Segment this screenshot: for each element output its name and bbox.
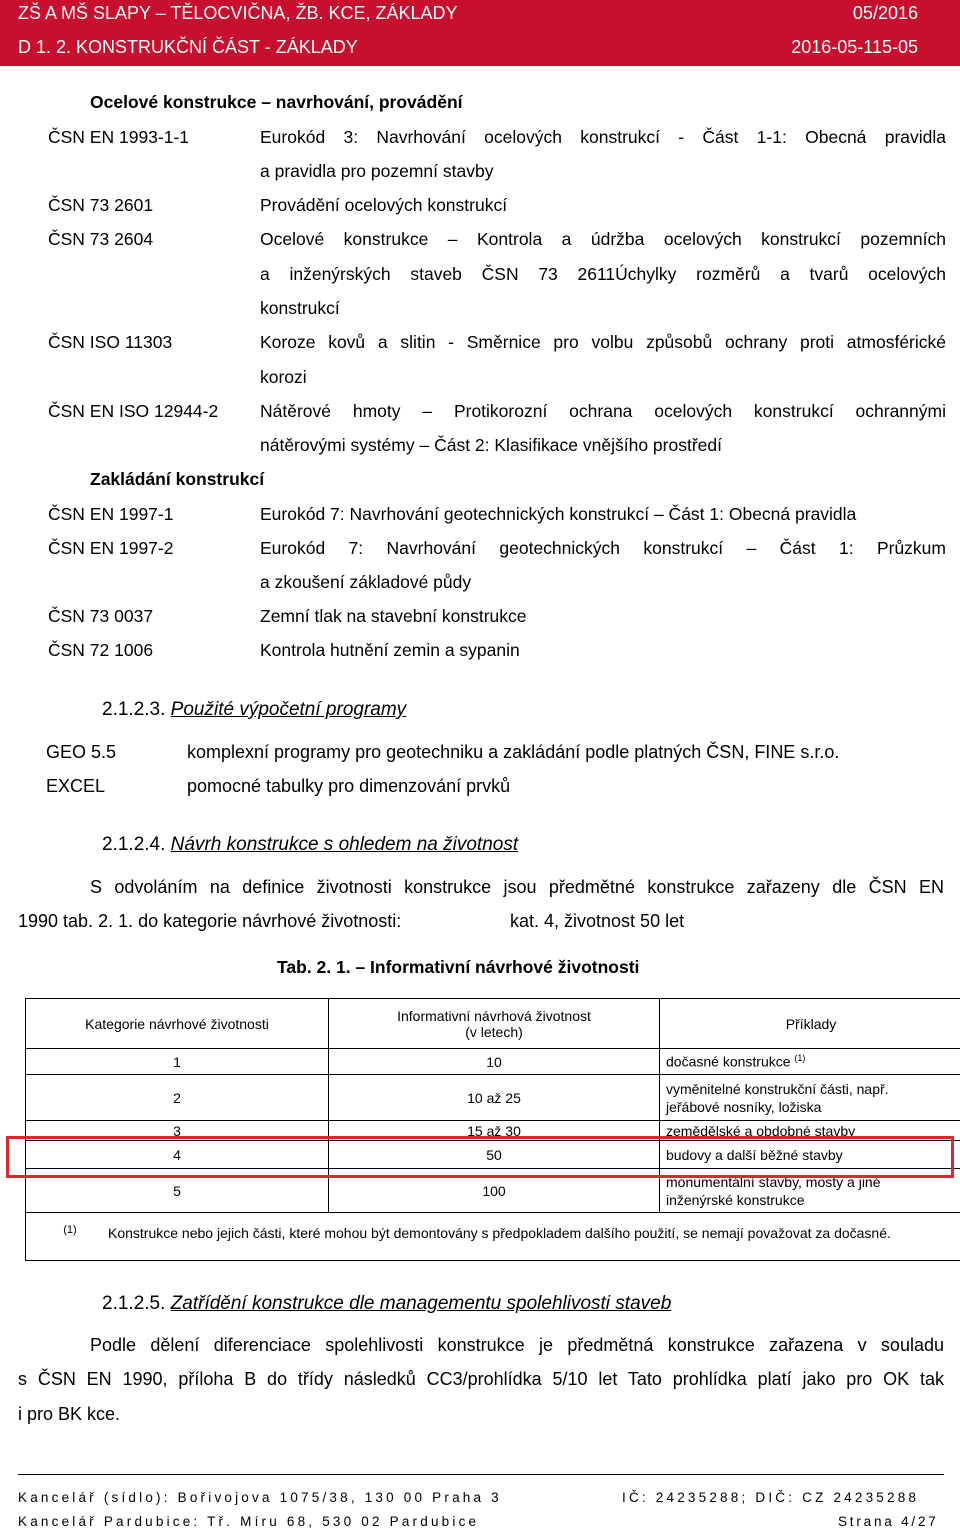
standard-desc: Zemní tlak na stavební konstrukce	[260, 606, 527, 626]
example-text: monumentální stavby, mosty a jiné	[666, 1173, 881, 1190]
footnote-mark: (1)	[63, 1223, 77, 1236]
table-note	[32, 1224, 956, 1242]
table-cell: 10	[329, 1049, 660, 1075]
footer-divider	[18, 1474, 944, 1475]
standard-code: ČSN 73 2601	[48, 195, 154, 215]
lifetime-table	[25, 998, 960, 1261]
section-number: 2.1.2.3.	[102, 699, 166, 720]
standard-desc-cont: a inženýrských staveb ČSN 73 2611Úchylky rozměrů a tvarů ocelových	[260, 264, 946, 284]
program-name: GEO 5.5	[46, 742, 117, 762]
header-doc-number: 2016-05-115-05	[791, 37, 918, 57]
standard-desc-cont: konstrukcí	[260, 298, 340, 318]
table-header-row	[26, 999, 960, 1049]
footer-page-number: Strana 4/27	[838, 1514, 939, 1529]
programs-section-title	[102, 699, 406, 721]
table-caption: Tab. 2. 1. – Informativní návrhové životnosti	[277, 957, 640, 977]
standard-code: ČSN EN 1997-1	[48, 504, 174, 524]
program-name: EXCEL	[46, 776, 106, 796]
table-cell	[660, 1049, 960, 1075]
table-cell: 50	[329, 1141, 660, 1169]
lifetime-paragraph: S odvoláním na definice životnosti konstrukce jsou předmětné konstrukce zařazeny dle ČSN EN	[90, 877, 944, 897]
standard-desc: Eurokód 3: Navrhování ocelových konstrukcí - Část 1-1: Obecná pravidla	[260, 127, 946, 147]
standard-code: ČSN 73 0037	[48, 606, 154, 626]
foundation-heading: Zakládání konstrukcí	[90, 469, 265, 489]
standard-desc: Kontrola hutnění zemin a sypanin	[260, 640, 520, 660]
reliability-paragraph-cont: i pro BK kce.	[18, 1404, 121, 1424]
example-text: vyměnitelné konstrukční části, např.	[666, 1080, 889, 1097]
table-header-line: (v letech)	[465, 1023, 523, 1040]
section-title: Zatřídění konstrukce dle managementu spolehlivosti staveb	[170, 1293, 672, 1314]
program-desc: komplexní programy pro geotechniku a zakládání podle platných ČSN, FINE s.r.o.	[187, 742, 840, 762]
example-text: jeřábové nosníky, ložiska	[666, 1098, 822, 1115]
table-cell: 1	[26, 1049, 329, 1075]
standard-code: ČSN EN 1993-1-1	[48, 127, 190, 147]
standard-code: ČSN EN 1997-2	[48, 538, 174, 558]
header-title: ZŠ A MŠ SLAPY – TĚLOCVIČNA, ŽB. KCE, ZÁKLADY	[18, 3, 458, 23]
reliability-paragraph-cont: s ČSN EN 1990, příloha B do třídy následků CC3/prohlídka 5/10 let Tato prohlídka platí jako pro OK tak	[18, 1369, 944, 1389]
standard-code: ČSN 73 2604	[48, 229, 154, 249]
standard-code: ČSN EN ISO 12944-2	[48, 401, 219, 421]
table-cell: 100	[329, 1169, 660, 1213]
table-cell: 4	[26, 1141, 329, 1169]
reliability-section-title	[102, 1293, 671, 1315]
table-cell: zemědělské a obdobné stavby	[660, 1121, 960, 1141]
standard-desc-cont: a zkoušení základové půdy	[260, 572, 472, 592]
standard-desc: Eurokód 7: Navrhování geotechnických konstrukcí – Část 1: Obecná pravidla	[260, 504, 857, 524]
table-header-cell: Příklady	[660, 999, 960, 1049]
table-cell: 10 až 25	[329, 1075, 660, 1121]
table-cell: 5	[26, 1169, 329, 1213]
footer-company-ids: IČ: 24235288; DIČ: CZ 24235288	[622, 1490, 920, 1505]
table-cell: budovy a další běžné stavby	[660, 1141, 960, 1169]
standard-desc: Provádění ocelových konstrukcí	[260, 195, 508, 215]
standard-desc-cont: korozi	[260, 367, 307, 387]
header-date: 05/2016	[852, 3, 918, 23]
example-text: inženýrské konstrukce	[666, 1191, 805, 1208]
standard-desc: Ocelové konstrukce – Kontrola a údržba ocelových konstrukcí pozemních	[260, 229, 946, 249]
footnote-mark: (1)	[794, 1053, 806, 1064]
lifetime-section-title	[102, 834, 518, 856]
standard-desc-cont: a pravidla pro pozemní stavby	[260, 161, 494, 181]
table-note-cell	[26, 1213, 960, 1261]
table-header-cell: Kategorie návrhové životnosti	[26, 999, 329, 1049]
footnote-text: Konstrukce nebo jejich části, které mohou být demontovány s předpokladem dalšího použití, se nemají považovat za dočasné.	[108, 1224, 891, 1241]
standard-desc: Nátěrové hmoty – Protikorozní ochrana ocelových konstrukcí ochrannými	[260, 401, 946, 421]
steel-heading: Ocelové konstrukce – navrhování, provádění	[90, 92, 463, 112]
standard-code: ČSN 72 1006	[48, 640, 154, 660]
table-cell	[660, 1075, 960, 1121]
table-row	[26, 1075, 960, 1121]
lifetime-paragraph-cont: 1990 tab. 2. 1. do kategorie návrhové životnosti:	[18, 911, 402, 931]
standard-desc-cont: nátěrovými systémy – Část 2: Klasifikace vnějšího prostředí	[260, 435, 722, 455]
standard-desc: Koroze kovů a slitin - Směrnice pro volbu způsobů ochrany proti atmosférické	[260, 332, 946, 352]
table-header-cell	[329, 999, 660, 1049]
section-title: Použité výpočetní programy	[170, 699, 407, 720]
example-text: dočasné konstrukce	[666, 1053, 791, 1070]
table-cell: 15 až 30	[329, 1121, 660, 1141]
section-number: 2.1.2.5.	[102, 1293, 166, 1314]
header-subtitle: D 1. 2. KONSTRUKČNÍ ČÁST - ZÁKLADY	[18, 37, 358, 57]
highlight-box	[6, 1136, 954, 1178]
standard-desc: Eurokód 7: Navrhování geotechnických konstrukcí – Část 1: Průzkum	[260, 538, 946, 558]
footer-branch-address: Kancelář Pardubice: Tř. Míru 68, 530 02 Pardubice	[18, 1514, 480, 1529]
standard-code: ČSN ISO 11303	[48, 332, 173, 352]
table-cell: 3	[26, 1121, 329, 1141]
table-header-line: Informativní návrhová životnost	[397, 1007, 591, 1024]
lifetime-category-value: kat. 4, životnost 50 let	[510, 911, 685, 931]
table-row	[26, 1049, 960, 1075]
reliability-paragraph: Podle dělení diferenciace spolehlivosti konstrukce je předmětná konstrukce zařazena v souladu	[90, 1335, 944, 1355]
table-note-row	[26, 1213, 960, 1261]
table-cell: 2	[26, 1075, 329, 1121]
program-desc: pomocné tabulky pro dimenzování prvků	[187, 776, 511, 796]
footer-office-address: Kancelář (sídlo): Bořivojova 1075/38, 130 00 Praha 3	[18, 1490, 502, 1505]
section-number: 2.1.2.4.	[102, 834, 166, 855]
section-title: Návrh konstrukce s ohledem na životnost	[170, 834, 519, 855]
